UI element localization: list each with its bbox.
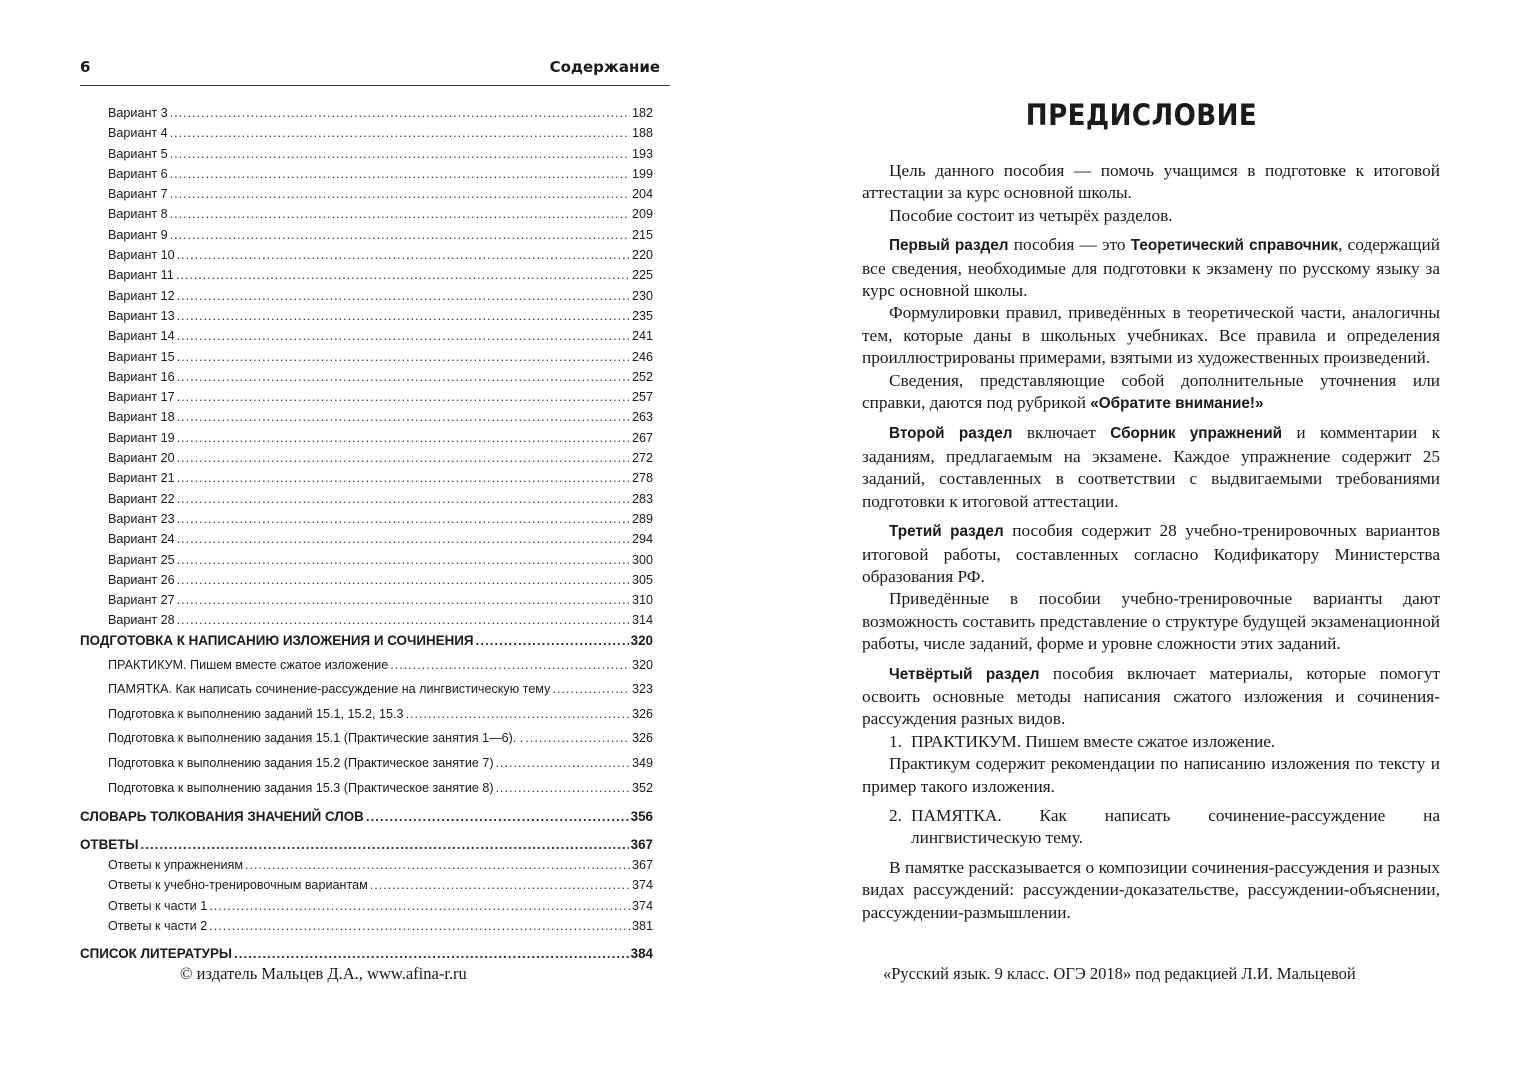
toc-entry-label: Ответы к упражнениям (108, 858, 244, 873)
toc-entry-page: 209 (631, 207, 653, 222)
preface-paragraphs (862, 160, 1440, 731)
toc-leader-dots (370, 875, 630, 895)
toc-entry-label: Вариант 16 (108, 369, 175, 384)
toc-entry (80, 509, 653, 529)
toc-entry-page: 289 (631, 511, 653, 526)
paragraph: В памятке рассказывается о композиции сочинения-рассуждения и разных видах рассуждений: рассуждении-доказательстве, рассуждении-объяснении, рассуждении-размышлении. (862, 857, 1440, 922)
toc-entry-label: Вариант 19 (108, 430, 175, 445)
toc-leader-dots (177, 570, 630, 590)
toc-entry-page: 326 (631, 706, 653, 721)
toc-leader-dots (170, 144, 630, 164)
paragraph (862, 205, 1440, 227)
list-number: 1. (889, 731, 902, 751)
book-footer: «Русский язык. 9 класс. ОГЭ 2018» под редакцией Л.И. Мальцевой (883, 964, 1356, 983)
toc-leader-dots (177, 286, 630, 306)
toc-entry-page: 323 (631, 682, 653, 697)
toc-leader-dots (177, 245, 630, 265)
toc-entry-page: 381 (631, 919, 653, 934)
toc-entry-page: 193 (631, 146, 653, 161)
toc-entry-label: ПОДГОТОВКА К НАПИСАНИЮ ИЗЛОЖЕНИЯ И СОЧИНЕНИЯ (80, 632, 474, 648)
text-run: Приведённые в пособии учебно-тренировочные варианты дают возможность составить представление о структуре будущей экзаменационной работы, числе заданий, форме и уровне сложности этих заданий. (862, 589, 1440, 654)
toc-entry (80, 896, 653, 916)
toc-entry-label: Подготовка к выполнению задания 15.1 (Практические занятия 1—6). . (108, 731, 524, 746)
toc-entry-label: Вариант 26 (108, 572, 175, 587)
list-text: ПРАКТИКУМ. Пишем вместе сжатое изложение. (911, 731, 1276, 751)
toc-leader-dots (177, 448, 630, 468)
toc-entry-page: 310 (631, 593, 653, 608)
toc-entry-label: Вариант 20 (108, 451, 175, 466)
toc-entry (80, 916, 653, 936)
text-run: включает (1012, 423, 1111, 443)
text-run: Цель данного пособия — помочь учащимся в подготовке к итоговой аттестации за курс основной школы. (862, 161, 1440, 203)
list-text: ПАМЯТКА. Как написать сочинение-рассуждение на лингвистическую тему. (911, 805, 1440, 848)
toc-entry-page: 367 (630, 836, 653, 852)
toc-entry-label: Ответы к части 1 (108, 898, 208, 913)
toc-entry (80, 144, 653, 164)
toc-leader-dots (170, 225, 630, 245)
toc-leader-dots (177, 367, 630, 387)
toc-entry-page: 305 (631, 572, 653, 587)
toc-entry-page: 204 (631, 187, 653, 202)
toc-entry (80, 855, 653, 875)
toc-entry (80, 164, 653, 184)
right-page (761, 0, 1522, 1080)
list-item-pamyatka (862, 805, 1440, 850)
toc-entry (80, 123, 653, 143)
toc-leader-dots (177, 306, 630, 326)
toc-entry-label: ПАМЯТКА. Как написать сочинение-рассуждение на лингвистическую тему (108, 682, 551, 697)
bold-term: Четвёртый раздел (889, 665, 1040, 683)
toc-entry (80, 347, 653, 367)
toc-entry-page: 283 (631, 491, 653, 506)
publisher-footer: © издатель Мальцев Д.А., www.afina-r.ru (180, 964, 467, 983)
toc-entry-label: Вариант 17 (108, 390, 175, 405)
toc-entry (80, 807, 653, 827)
text-run: и комментарии к заданиям, предлагаемым на экзамене. Каждое упражнение содержит 25 заданий, составленных в соответствии с выдвигаемыми требованиями подготовки к итоговой аттестации. (862, 423, 1440, 511)
toc-entry-page: 235 (631, 308, 653, 323)
toc-entry (80, 752, 653, 774)
toc-entry-page: 367 (631, 858, 653, 873)
toc-entry-page: 294 (631, 532, 653, 547)
toc-entry-page: 278 (631, 471, 653, 486)
bold-term: Первый раздел (889, 237, 1009, 255)
text-run: пособия содержит 28 учебно-тренировочных вариантов итоговой работы, составленных согласно Кодификатору Министерства образования РФ. (862, 521, 1440, 586)
toc-entry (80, 428, 653, 448)
toc-entry-page: 215 (631, 227, 653, 242)
text-run: пособия включает материалы, которые помогут освоить основные методы написания сжатого изложения и сочинения-рассуждения разных видов. (862, 663, 1441, 729)
toc-entry-page: 320 (630, 632, 653, 648)
toc-entry (80, 204, 653, 224)
bold-term: Сборник упражнений (1110, 425, 1283, 443)
toc-entry-label: ОТВЕТЫ (80, 836, 139, 852)
toc-entry (80, 265, 653, 285)
toc-leader-dots (245, 855, 630, 875)
toc-entry-label: Вариант 5 (108, 146, 168, 161)
toc-entry (80, 326, 653, 346)
toc-entry-page: 352 (631, 780, 653, 795)
toc-entry-label: Вариант 10 (108, 248, 175, 263)
toc-entry-label: Подготовка к выполнению заданий 15.1, 15.2, 15.3 (108, 706, 404, 721)
toc-leader-dots (170, 103, 630, 123)
toc-entry (80, 727, 653, 749)
header-rule (80, 85, 670, 86)
toc-entry-page: 272 (631, 451, 653, 466)
toc-entry-page: 326 (631, 731, 653, 746)
toc-entry (80, 590, 653, 610)
toc-entry (80, 245, 653, 265)
bold-term: Второй раздел (889, 425, 1013, 443)
toc-entry-label: Вариант 22 (108, 491, 175, 506)
running-title: Содержание (549, 58, 660, 76)
toc-entry (80, 678, 653, 700)
toc-entry-label: Вариант 6 (108, 166, 168, 181)
toc-leader-dots (496, 777, 630, 799)
list-item-practicum (862, 731, 1440, 753)
toc-leader-dots (177, 326, 630, 346)
toc-entry-page: 320 (631, 657, 653, 672)
toc-leader-dots (177, 590, 630, 610)
toc-leader-dots (177, 509, 630, 529)
toc-entry-page: 220 (631, 248, 653, 263)
toc-entry-page: 225 (631, 268, 653, 283)
toc-entry-page: 252 (631, 369, 653, 384)
toc-entry (80, 550, 653, 570)
toc-leader-dots (209, 916, 630, 936)
toc-entry-label: СЛОВАРЬ ТОЛКОВАНИЯ ЗНАЧЕНИЙ СЛОВ (80, 808, 364, 824)
toc-entry-page: 349 (631, 755, 653, 770)
toc-leader-dots (176, 265, 630, 285)
paragraph: Практикум содержит рекомендации по написанию изложения по тексту и пример такого изложения. (862, 754, 1440, 796)
toc-leader-dots (366, 807, 629, 827)
toc-entry-label: Вариант 7 (108, 187, 168, 202)
toc-entry (80, 570, 653, 590)
preface-body (862, 160, 1440, 924)
toc-entry (80, 306, 653, 326)
toc-leader-dots (406, 703, 630, 725)
toc-leader-dots (177, 428, 630, 448)
toc-entry-label: Вариант 18 (108, 410, 175, 425)
toc-entry (80, 448, 653, 468)
toc-entry-page: 374 (631, 878, 653, 893)
text-run: Сведения, представляющие собой дополнительные уточнения или справки, даются под рубрикой (862, 370, 1440, 413)
paragraph (862, 302, 1440, 369)
toc-leader-dots (234, 944, 629, 964)
toc-entry-label: Вариант 23 (108, 511, 175, 526)
toc-entry-label: Подготовка к выполнению задания 15.3 (Практическое занятие 8) (108, 780, 494, 795)
toc-leader-dots (552, 678, 630, 700)
toc-entry-page: 300 (631, 552, 653, 567)
bold-term: Третий раздел (889, 523, 1004, 541)
toc-leader-dots (209, 896, 630, 916)
toc-leader-dots (141, 835, 629, 855)
toc-entry-label: Вариант 28 (108, 613, 175, 628)
toc-entry-label: Вариант 13 (108, 308, 175, 323)
toc-entry-label: Вариант 21 (108, 471, 175, 486)
toc-leader-dots (525, 727, 630, 749)
toc-entry-label: Ответы к части 2 (108, 919, 208, 934)
paragraph (862, 663, 1440, 731)
toc-entry (80, 654, 653, 676)
text-run: , содержащий все сведения, необходимые для подготовки к экзамену по русскому языку за курс основной школы. (862, 235, 1440, 301)
toc-entry-label: Вариант 3 (108, 106, 168, 120)
toc-entry-page: 230 (631, 288, 653, 303)
toc-leader-dots (177, 347, 630, 367)
toc-entry-page: 314 (631, 613, 653, 628)
toc-leader-dots (177, 387, 630, 407)
text-run: Формулировки правил, приведённых в теоретической части, аналогичны тем, которые даны в школьных учебниках. Все правила и определения проиллюстрированы примерами, взятыми из художественных произведений. (862, 303, 1440, 368)
toc-entry (80, 407, 653, 427)
toc-entry-page: 384 (630, 946, 653, 962)
toc-entry (80, 286, 653, 306)
toc-entry (80, 387, 653, 407)
toc-entry-page: 246 (631, 349, 653, 364)
toc-leader-dots (177, 468, 630, 488)
toc-entry (80, 875, 653, 895)
running-header (80, 58, 660, 82)
toc-entry-label: Вариант 25 (108, 552, 175, 567)
page-number: 6 (80, 58, 91, 76)
toc-entry-label: Вариант 27 (108, 593, 175, 608)
toc-leader-dots (476, 631, 629, 651)
toc-entry (80, 184, 653, 204)
toc-entry-page: 188 (631, 126, 653, 141)
bold-term: Теоретический справочник (1130, 237, 1339, 255)
toc-entry (80, 489, 653, 509)
toc-entry-label: Вариант 24 (108, 532, 175, 547)
toc-entry-label: Вариант 15 (108, 349, 175, 364)
toc-entry-page: 257 (631, 390, 653, 405)
toc-entry-label: Вариант 4 (108, 126, 168, 141)
toc-entry (80, 944, 653, 964)
toc-entry-page: 267 (631, 430, 653, 445)
toc-leader-dots (170, 164, 630, 184)
paragraph (862, 422, 1440, 513)
toc-leader-dots (496, 752, 630, 774)
toc-entry (80, 468, 653, 488)
toc-entry-page: 374 (631, 898, 653, 913)
toc-entry-label: Вариант 14 (108, 329, 175, 344)
toc-entry (80, 225, 653, 245)
paragraph (862, 370, 1440, 416)
paragraph (862, 588, 1440, 655)
toc-entry (80, 631, 653, 651)
toc-entry (80, 367, 653, 387)
toc-leader-dots (177, 407, 630, 427)
text-run: Пособие состоит из четырёх разделов. (889, 205, 1173, 225)
toc-entry-label: ПРАКТИКУМ. Пишем вместе сжатое изложение (108, 657, 389, 672)
toc-leader-dots (170, 184, 630, 204)
toc-entry (80, 835, 653, 855)
toc-entry-label: Вариант 11 (108, 268, 174, 283)
toc-entry (80, 103, 653, 123)
toc-entry-label: Ответы к учебно-тренировочным вариантам (108, 878, 368, 893)
table-of-contents (80, 103, 653, 965)
toc-entry-page: 356 (630, 808, 653, 824)
toc-entry-label: Вариант 12 (108, 288, 175, 303)
toc-entry-page: 199 (631, 166, 653, 181)
toc-entry-label: Вариант 8 (108, 207, 168, 222)
toc-entry (80, 529, 653, 549)
toc-entry-label: Подготовка к выполнению задания 15.2 (Практическое занятие 7) (108, 755, 494, 770)
toc-leader-dots (390, 654, 630, 676)
toc-leader-dots (177, 529, 630, 549)
paragraph (862, 160, 1440, 205)
paragraph (862, 234, 1440, 302)
text-run: пособия — это (1008, 235, 1131, 255)
toc-entry (80, 703, 653, 725)
toc-leader-dots (177, 489, 630, 509)
paragraph (862, 520, 1440, 588)
toc-leader-dots (177, 610, 630, 630)
bold-term: «Обратите внимание!» (1090, 395, 1264, 413)
toc-entry (80, 610, 653, 630)
page-title: ПРЕДИСЛОВИЕ (1025, 98, 1258, 132)
toc-entry-page: 182 (631, 106, 653, 120)
toc-entry-label: СПИСОК ЛИТЕРАТУРЫ (80, 946, 233, 962)
toc-entry-page: 263 (631, 410, 653, 425)
toc-entry-page: 241 (631, 329, 653, 344)
toc-entry (80, 777, 653, 799)
toc-leader-dots (177, 550, 630, 570)
toc-leader-dots (170, 204, 630, 224)
toc-leader-dots (170, 123, 630, 143)
toc-entry-label: Вариант 9 (108, 227, 168, 242)
list-number: 2. (889, 805, 902, 825)
